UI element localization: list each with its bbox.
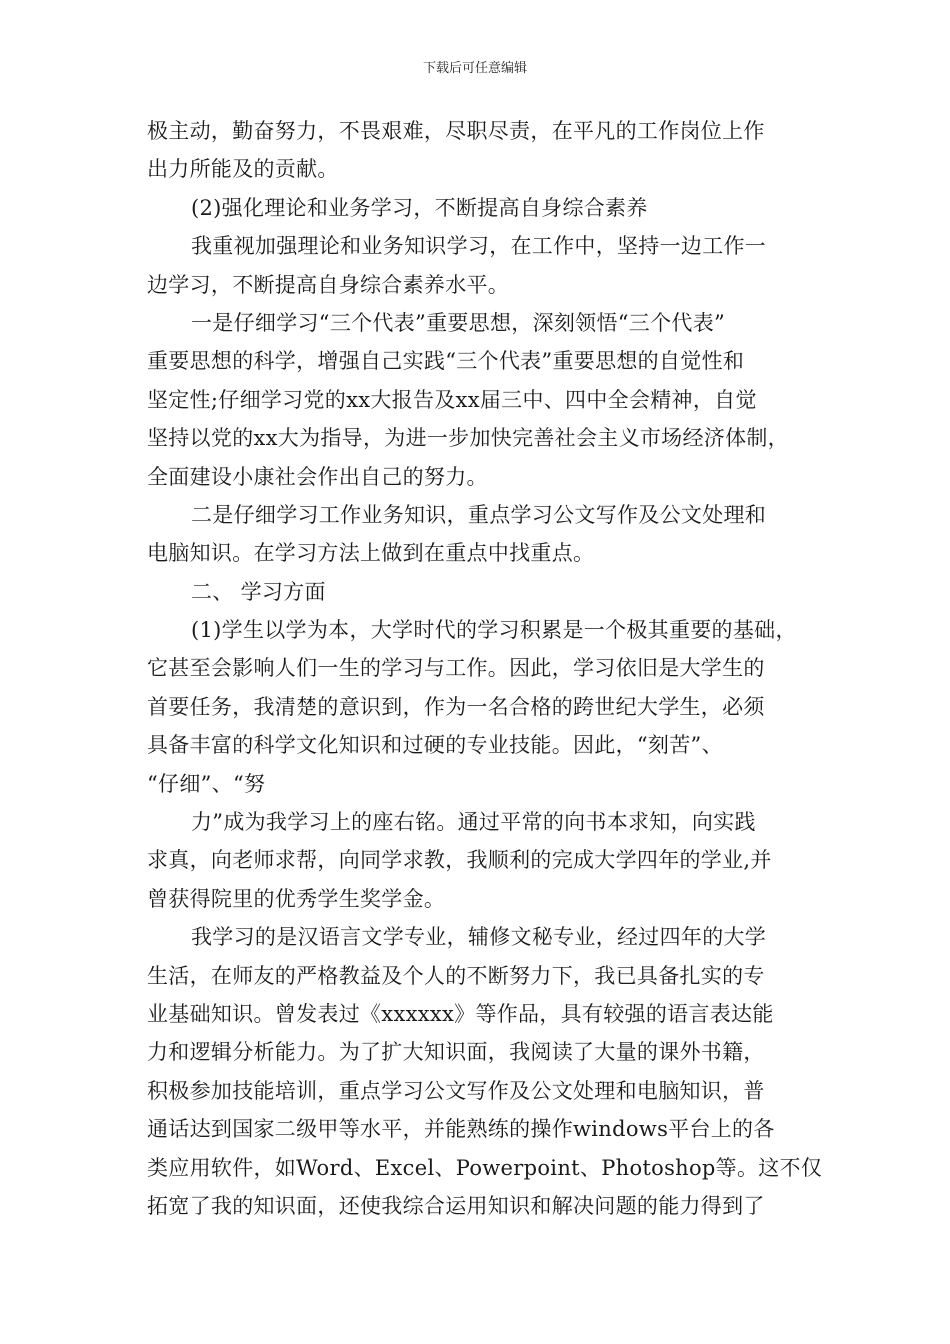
- page-header: 下载后可任意编辑: [422, 61, 527, 76]
- text-line: 力和逻辑分析能力。为了扩大知识面，我阅读了大量的课外书籍，: [147, 1040, 765, 1065]
- text-line: 全面建设小康社会作出自己的努力。: [147, 464, 488, 489]
- text-line: 坚定性;仔细学习党的xx大报告及xx届三中、四中全会精神，自觉: [147, 387, 757, 412]
- text-line: 积极参加技能培训，重点学习公文写作及公文处理和电脑知识，普: [147, 1078, 765, 1103]
- text-line: 生活，在师友的严格教益及个人的不断努力下，我已具备扎实的专: [147, 963, 765, 988]
- text-line: 我学习的是汉语言文学专业，辅修文秘专业，经过四年的大学: [191, 925, 767, 950]
- text-line: 它甚至会影响人们一生的学习与工作。因此，学习依旧是大学生的: [147, 656, 765, 681]
- text-line: 二是仔细学习工作业务知识，重点学习公文写作及公文处理和: [191, 502, 767, 527]
- text-line: 坚持以党的xx大为指导，为进一步加快完善社会主义市场经济体制，: [147, 426, 789, 451]
- text-line: 曾获得院里的优秀学生奖学金。: [147, 886, 446, 911]
- text-line: 类应用软件，如Word、Excel、Powerpoint、Photoshop等。这不仅: [147, 1155, 823, 1180]
- text-line: (2)强化理论和业务学习，不断提高自身综合素养: [191, 195, 648, 220]
- text-line: (1)学生以学为本，大学时代的学习积累是一个极其重要的基础，: [191, 618, 797, 643]
- text-line: 业基础知识。曾发表过《xxxxxx》等作品，具有较强的语言表达能: [147, 1001, 774, 1026]
- text-line: 二、 学习方面: [191, 579, 326, 604]
- text-line: 一是仔细学习“三个代表”重要思想，深刻领悟“三个代表”: [191, 310, 726, 335]
- document-body: [147, 112, 823, 1225]
- text-line: 首要任务，我清楚的意识到，作为一名合格的跨世纪大学生，必须: [147, 694, 765, 719]
- text-line: 通话达到国家二级甲等水平，并能熟练的操作windows平台上的各: [147, 1117, 775, 1142]
- text-line: 我重视加强理论和业务知识学习，在工作中，坚持一边工作一: [191, 234, 767, 259]
- text-line: 重要思想的科学，增强自己实践“三个代表”重要思想的自觉性和: [147, 349, 745, 374]
- text-line: 具备丰富的科学文化知识和过硬的专业技能。因此，“刻苦”、: [147, 733, 723, 758]
- text-line: “仔细”、“努: [147, 771, 266, 796]
- text-line: 极主动，勤奋努力，不畏艰难，尽职尽责，在平凡的工作岗位上作: [147, 119, 765, 143]
- text-line: 拓宽了我的知识面，还使我综合运用知识和解决问题的能力得到了: [147, 1193, 765, 1218]
- text-line: 求真，向老师求帮，向同学求教，我顺利的完成大学四年的学业,并: [147, 848, 772, 873]
- text-line: 边学习，不断提高自身综合素养水平。: [147, 272, 510, 297]
- text-line: 出力所能及的贡献。: [147, 157, 339, 182]
- text-line: 电脑知识。在学习方法上做到在重点中找重点。: [147, 541, 595, 566]
- text-line: 力”成为我学习上的座右铭。通过平常的向书本求知，向实践: [191, 810, 756, 835]
